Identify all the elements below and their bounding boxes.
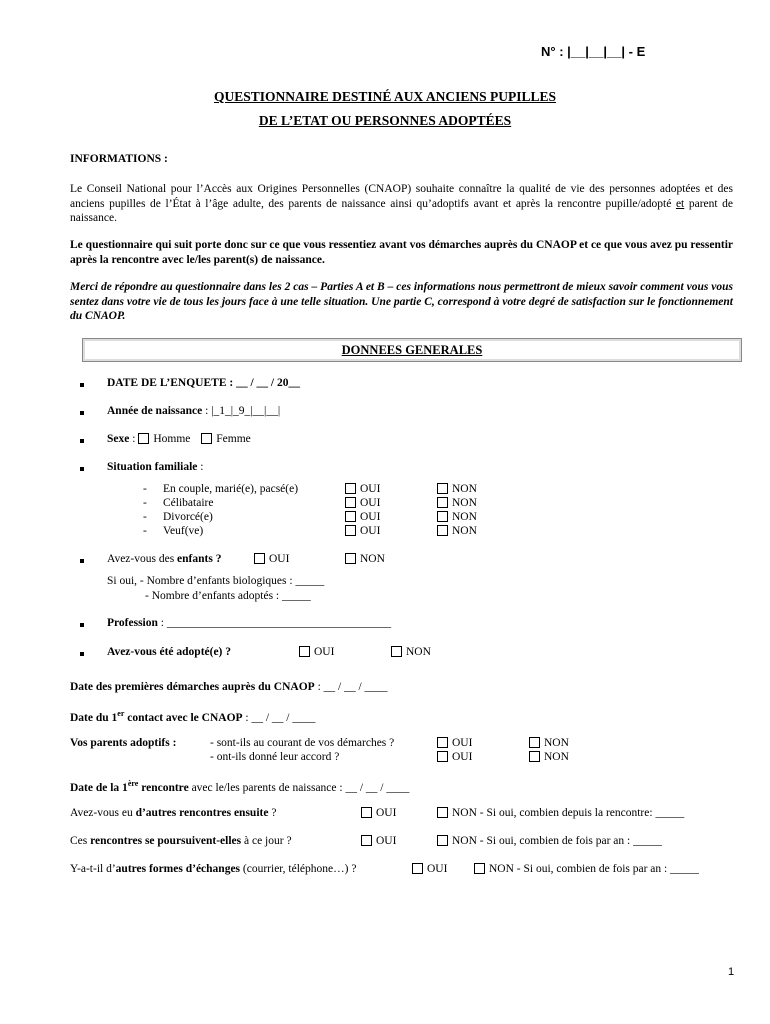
checkbox[interactable] xyxy=(437,807,448,818)
parents-q2: - ont-ils donné leur accord ? xyxy=(210,751,340,763)
adopte-oui-option[interactable]: OUI xyxy=(299,646,334,658)
checkbox[interactable] xyxy=(437,511,448,522)
checkbox[interactable] xyxy=(345,525,356,536)
page-number: 1 xyxy=(728,966,735,978)
situation-oui-option[interactable]: OUI xyxy=(345,525,380,537)
checkbox[interactable] xyxy=(529,737,540,748)
femme-checkbox[interactable] xyxy=(201,433,212,444)
poursuivent-oui[interactable]: OUI xyxy=(361,835,396,847)
checkbox[interactable] xyxy=(437,835,448,846)
checkbox[interactable] xyxy=(391,646,402,657)
bullet xyxy=(80,434,88,446)
poursuivent-non[interactable]: NON - Si oui, combien de fois par an : _____ xyxy=(437,835,662,847)
checkbox[interactable] xyxy=(437,497,448,508)
checkbox[interactable] xyxy=(437,483,448,494)
checkbox[interactable] xyxy=(529,751,540,762)
informations-paragraph-2: Le questionnaire qui suit porte donc sur ce que vous ressentiez avant vos démarches auprès du CNAOP et ce que vous avez pu ressentir après la rencontre avec le/les parent(s) de naissance. xyxy=(70,239,733,266)
checkbox[interactable] xyxy=(345,483,356,494)
autres-rencontres-non[interactable]: NON - Si oui, combien depuis la rencontre: _____ xyxy=(437,807,684,819)
bullet xyxy=(80,462,88,474)
situation-dash: - xyxy=(143,483,147,495)
enfants-biologiques[interactable]: Si oui, - Nombre d’enfants biologiques : _____ xyxy=(107,575,325,587)
checkbox[interactable] xyxy=(437,751,448,762)
echanges-non[interactable]: NON - Si oui, combien de fois par an : _____ xyxy=(474,863,699,875)
checkbox[interactable] xyxy=(437,737,448,748)
parents-q2-oui[interactable]: OUI xyxy=(437,751,472,763)
enfants-question: Avez-vous des enfants ? xyxy=(107,553,222,565)
situation-item: Veuf(ve) xyxy=(163,525,204,537)
informations-heading: INFORMATIONS : xyxy=(70,153,168,165)
situation-item: Célibataire xyxy=(163,497,214,509)
section-box xyxy=(82,338,742,362)
checkbox[interactable] xyxy=(254,553,265,564)
sexe-row: Sexe : Homme Femme xyxy=(107,433,251,445)
form-number: N° : |__|__|__| - E xyxy=(541,44,646,59)
premier-contact-field[interactable]: : __ / __ / ____ xyxy=(245,711,316,724)
informations-paragraph-1: Le Conseil National pour l’Accès aux Origines Personnelles (CNAOP) souhaite connaître la qualité de vie des personnes adoptées et des anciens pupilles de l’État à l’âge adulte, des parents de naissance ainsi qu’adoptifs avant et après la rencontre pupille/adopté et parent de naissance. xyxy=(70,183,734,224)
situation-oui-option[interactable]: OUI xyxy=(345,511,380,523)
echanges-oui[interactable]: OUI xyxy=(412,863,447,875)
profession: Profession : _______________________________________ xyxy=(107,617,392,629)
autres-rencontres-question: Avez-vous eu d’autres rencontres ensuite ? xyxy=(70,807,277,819)
situation-oui-option[interactable]: OUI xyxy=(345,497,380,509)
checkbox[interactable] xyxy=(299,646,310,657)
annee-field[interactable]: : |_1_|_9_|__|__| xyxy=(205,405,281,417)
situation-non-option[interactable]: NON xyxy=(437,497,477,509)
situation-item: En couple, marié(e), pacsé(e) xyxy=(163,483,299,495)
informations-paragraph-3: Merci de répondre au questionnaire dans les 2 cas – Parties A et B – ces informations nous permettront de mieux savoir comment vous vous sentez dans votre vie de tous les jours face à une telle situation. Une partie C, correspond à votre degré de satisfaction sur le fonctionnement du CNAOP. xyxy=(70,281,733,322)
checkbox[interactable] xyxy=(474,863,485,874)
checkbox[interactable] xyxy=(412,863,423,874)
checkbox[interactable] xyxy=(437,525,448,536)
bullet xyxy=(80,647,88,659)
poursuivent-question: Ces rencontres se poursuivent-elles à ce jour ? xyxy=(70,835,292,847)
premiere-rencontre: Date de la 1ère rencontre avec le/les parents de naissance : __ / __ / ____ xyxy=(70,779,410,794)
parents-adoptifs-label: Vos parents adoptifs : xyxy=(70,737,177,749)
situation-dash: - xyxy=(143,511,147,523)
premieres-demarches: Date des premières démarches auprès du CNAOP : __ / __ / ____ xyxy=(70,681,388,693)
situation-dash: - xyxy=(143,525,147,537)
premier-contact: Date du 1er contact avec le CNAOP : __ / __ / ____ xyxy=(70,709,316,724)
situation-non-option[interactable]: NON xyxy=(437,483,477,495)
bullet xyxy=(80,406,88,418)
autres-rencontres-oui[interactable]: OUI xyxy=(361,807,396,819)
situation-label: Situation familiale : xyxy=(107,461,204,473)
checkbox[interactable] xyxy=(345,511,356,522)
situation-non-option[interactable]: NON xyxy=(437,511,477,523)
title-line-1: QUESTIONNAIRE DESTINÉ AUX ANCIENS PUPILLES xyxy=(213,89,557,104)
premieres-field[interactable]: : __ / __ / ____ xyxy=(317,681,388,693)
parents-q2-non[interactable]: NON xyxy=(529,751,569,763)
bullet xyxy=(80,378,88,390)
date-enquete: DATE DE L’ENQUETE : __ / __ / 20__ xyxy=(107,377,300,389)
title-line-2: DE L’ETAT OU PERSONNES ADOPTÉES xyxy=(258,113,512,128)
echanges-question: Y-a-t-il d’autres formes d’échanges (courrier, téléphone…) ? xyxy=(70,863,357,875)
checkbox[interactable] xyxy=(361,835,372,846)
homme-checkbox[interactable] xyxy=(138,433,149,444)
checkbox[interactable] xyxy=(345,497,356,508)
situation-oui-option[interactable]: OUI xyxy=(345,483,380,495)
enfants-non-option[interactable]: NON xyxy=(345,553,385,565)
date-enquete-field[interactable]: __ / __ / 20__ xyxy=(236,377,300,389)
enfants-adoptes[interactable]: - Nombre d’enfants adoptés : _____ xyxy=(145,590,311,602)
bullet xyxy=(80,618,88,630)
situation-non-option[interactable]: NON xyxy=(437,525,477,537)
parents-q1: - sont-ils au courant de vos démarches ? xyxy=(210,737,395,749)
adopte-non-option[interactable]: NON xyxy=(391,646,431,658)
adopte-question: Avez-vous été adopté(e) ? xyxy=(107,646,232,658)
parents-q1-non[interactable]: NON xyxy=(529,737,569,749)
section-title: DONNEES GENERALES xyxy=(341,343,483,357)
annee-naissance: Année de naissance : |_1_|_9_|__|__| xyxy=(107,405,281,417)
bullet xyxy=(80,554,88,566)
situation-item: Divorcé(e) xyxy=(163,511,213,523)
parents-q1-oui[interactable]: OUI xyxy=(437,737,472,749)
profession-field[interactable]: : _______________________________________ xyxy=(160,617,392,629)
checkbox[interactable] xyxy=(345,553,356,564)
checkbox[interactable] xyxy=(361,807,372,818)
premiere-rencontre-field[interactable]: avec le/les parents de naissance : __ / __ / ____ xyxy=(191,781,410,794)
situation-dash: - xyxy=(143,497,147,509)
enfants-oui-option[interactable]: OUI xyxy=(254,553,289,565)
